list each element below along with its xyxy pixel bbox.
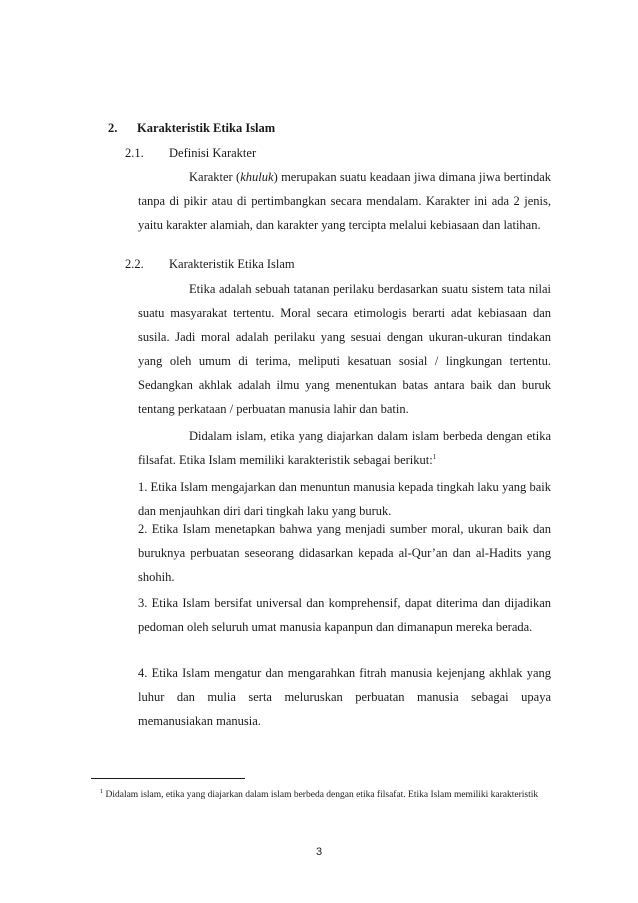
footnote-divider [91, 778, 245, 779]
list-item-2 [138, 517, 551, 589]
list-item-4 [138, 661, 551, 733]
paragraph-didalam-islam [138, 424, 551, 472]
footnote-number: 1 [99, 787, 104, 795]
page-number: 3 [315, 846, 323, 858]
subsection-title: Definisi Karakter [169, 146, 257, 160]
subsection-number: 2.2. [125, 257, 144, 271]
footnote [84, 788, 554, 803]
list-item-text: 3. Etika Islam bersifat universal dan komprehensif, dapat diterima dan dijadikan pedoman oleh seluruh umat manusia kapanpun dan dimanapun mereka berada. [138, 596, 551, 634]
paragraph-text: Didalam islam, etika yang diajarkan dalam islam berbeda dengan etika filsafat. Etika Islam memiliki karakteristik sebagai berikut: [138, 429, 551, 467]
subsection-number: 2.1. [125, 146, 144, 160]
paragraph-definisi-karakter [138, 165, 551, 237]
section-number: 2. [108, 121, 118, 135]
subsection-title: Karakteristik Etika Islam [169, 257, 295, 271]
paragraph-text: Etika adalah sebuah tatanan perilaku berdasarkan suatu sistem tata nilai suatu masyarakat tertentu. Moral secara etimologis berarti adat kebiasaan dan susila. Jadi moral adalah perilaku yang sesuai dengan ukuran-ukuran tindakan yang oleh umum di terima, meliputi kesatuan sosial / lingkungan tertentu. Sedangkan akhlak adalah ilmu yang menentukan batas antara baik dan buruk tentang perkataan / perbuatan manusia lahir dan batin. [138, 282, 551, 416]
list-item-text: 4. Etika Islam mengatur dan mengarahkan fitrah manusia kejenjang akhlak yang luhur dan mulia serta meluruskan perbuatan manusia sebagai upaya memanusiakan manusia. [138, 666, 551, 728]
section-heading [108, 121, 275, 136]
subsection-heading-2-1 [125, 146, 256, 161]
footnote-text: Didalam islam, etika yang diajarkan dalam islam berbeda dengan etika filsafat. Etika Islam memiliki karakteristik [105, 790, 539, 800]
term-khuluk: khuluk [240, 170, 274, 184]
subsection-heading-2-2 [125, 257, 295, 272]
paragraph-etika [138, 277, 551, 421]
section-title: Karakteristik Etika Islam [137, 121, 276, 135]
text-after-term: ) merupakan suatu keadaan jiwa dimana jiwa bertindak tanpa di pikir atau di pertimbangkan secara mendalam. Karakter ini ada 2 jenis, yaitu karakter alamiah, dan karakter yang tercipta melalui kebiasaan dan latihan. [138, 170, 552, 232]
list-item-3 [138, 591, 551, 639]
list-item-1 [138, 475, 551, 523]
list-item-text: 1. Etika Islam mengajarkan dan menuntun manusia kepada tingkah laku yang baik dan menjauhkan diri dari tingkah laku yang buruk. [138, 480, 551, 518]
list-item-text: 2. Etika Islam menetapkan bahwa yang menjadi sumber moral, ukuran baik dan buruknya perbuatan seseorang didasarkan kepada al-Qur’an dan al-Hadits yang shohih. [138, 522, 551, 584]
footnote-reference[interactable]: 1 [432, 452, 437, 461]
text-before-term: Karakter ( [189, 170, 241, 184]
